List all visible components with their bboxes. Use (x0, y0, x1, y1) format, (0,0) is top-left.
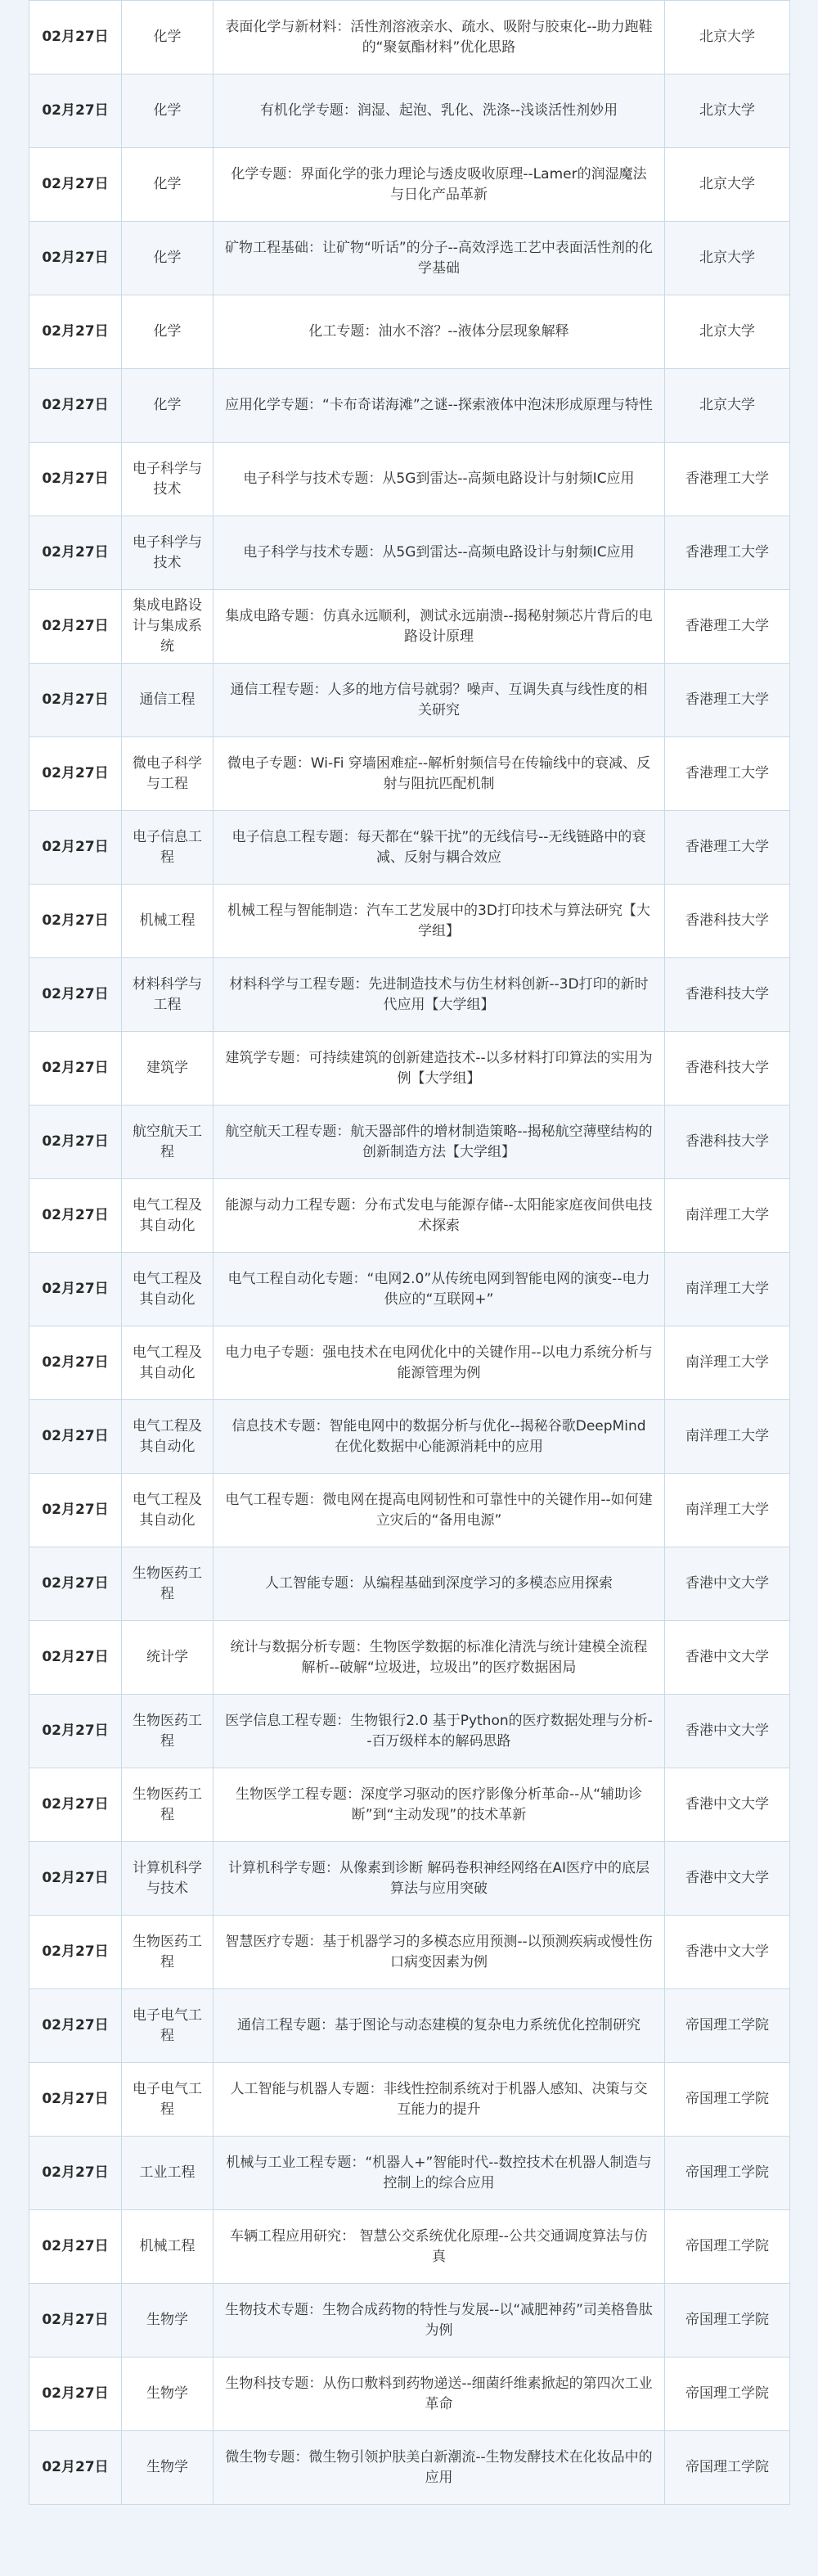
subject-cell: 建筑学 (122, 1032, 213, 1106)
topic-cell: 通信工程专题：基于图论与动态建模的复杂电力系统优化控制研究 (213, 1989, 665, 2063)
university-cell: 香港中文大学 (665, 1768, 790, 1842)
topic-cell: 生物科技专题：从伤口敷料到药物递送--细菌纤维素掀起的第四次工业革命 (213, 2358, 665, 2431)
topic-cell: 电子信息工程专题：每天都在“躲干扰”的无线信号--无线链路中的衰减、反射与耦合效应 (213, 811, 665, 885)
topic-cell: 生物技术专题：生物合成药物的特性与发展--以“减肥神药”司美格鲁肽为例 (213, 2284, 665, 2358)
table-row (29, 1916, 790, 1989)
table-row (29, 2063, 790, 2137)
topic-cell: 信息技术专题：智能电网中的数据分析与优化--揭秘谷歌DeepMind在优化数据中心能源消耗中的应用 (213, 1400, 665, 1474)
topic-cell: 航空航天工程专题：航天器部件的增材制造策略--揭秘航空薄壁结构的创新制造方法【大学组】 (213, 1106, 665, 1179)
table-row (29, 295, 790, 369)
university-cell: 北京大学 (665, 295, 790, 369)
course-table-container (29, 0, 789, 2505)
topic-cell: 人工智能与机器人专题：非线性控制系统对于机器人感知、决策与交互能力的提升 (213, 2063, 665, 2137)
date-cell: 02月27日 (29, 1989, 122, 2063)
university-cell: 香港理工大学 (665, 516, 790, 590)
table-row (29, 1695, 790, 1768)
table-row (29, 1547, 790, 1621)
subject-cell: 通信工程 (122, 664, 213, 737)
subject-cell: 电气工程及其自动化 (122, 1179, 213, 1253)
topic-cell: 能源与动力工程专题：分布式发电与能源存储--太阳能家庭夜间供电技术探索 (213, 1179, 665, 1253)
date-cell: 02月27日 (29, 2210, 122, 2284)
date-cell: 02月27日 (29, 2431, 122, 2505)
university-cell: 香港科技大学 (665, 1032, 790, 1106)
topic-cell: 集成电路专题：仿真永远顺利，测试永远崩溃--揭秘射频芯片背后的电路设计原理 (213, 590, 665, 664)
topic-cell: 医学信息工程专题：生物银行2.0 基于Python的医疗数据处理与分析--百万级样本的解码思路 (213, 1695, 665, 1768)
subject-cell: 化学 (122, 222, 213, 295)
topic-cell: 矿物工程基础：让矿物“听话”的分子--高效浮选工艺中表面活性剂的化学基础 (213, 222, 665, 295)
date-cell: 02月27日 (29, 664, 122, 737)
topic-cell: 车辆工程应用研究： 智慧公交系统优化原理--公共交通调度算法与仿真 (213, 2210, 665, 2284)
table-row (29, 443, 790, 516)
date-cell: 02月27日 (29, 1326, 122, 1400)
date-cell: 02月27日 (29, 1547, 122, 1621)
university-cell: 帝国理工学院 (665, 2210, 790, 2284)
date-cell: 02月27日 (29, 2063, 122, 2137)
topic-cell: 建筑学专题：可持续建筑的创新建造技术--以多材料打印算法的实用为例【大学组】 (213, 1032, 665, 1106)
table-row (29, 1106, 790, 1179)
university-cell: 南洋理工大学 (665, 1179, 790, 1253)
date-cell: 02月27日 (29, 1106, 122, 1179)
date-cell: 02月27日 (29, 1474, 122, 1547)
table-row (29, 811, 790, 885)
university-cell: 香港理工大学 (665, 443, 790, 516)
university-cell: 香港理工大学 (665, 590, 790, 664)
table-row (29, 2137, 790, 2210)
date-cell: 02月27日 (29, 369, 122, 443)
topic-cell: 人工智能专题：从编程基础到深度学习的多模态应用探索 (213, 1547, 665, 1621)
topic-cell: 电子科学与技术专题：从5G到雷达--高频电路设计与射频IC应用 (213, 443, 665, 516)
table-row (29, 1474, 790, 1547)
topic-cell: 化学专题：界面化学的张力理论与透皮吸收原理--Lamer的润湿魔法与日化产品革新 (213, 148, 665, 222)
date-cell: 02月27日 (29, 737, 122, 811)
subject-cell: 电子科学与技术 (122, 516, 213, 590)
date-cell: 02月27日 (29, 1916, 122, 1989)
table-row (29, 1032, 790, 1106)
table-row (29, 2284, 790, 2358)
subject-cell: 电气工程及其自动化 (122, 1253, 213, 1326)
table-body (29, 1, 790, 2505)
date-cell: 02月27日 (29, 1400, 122, 1474)
table-row (29, 1, 790, 74)
topic-cell: 表面化学与新材料：活性剂溶液亲水、疏水、吸附与胶束化--助力跑鞋的“聚氨酯材料”优化思路 (213, 1, 665, 74)
date-cell: 02月27日 (29, 148, 122, 222)
date-cell: 02月27日 (29, 1695, 122, 1768)
table-row (29, 1179, 790, 1253)
subject-cell: 化学 (122, 1, 213, 74)
subject-cell: 生物学 (122, 2431, 213, 2505)
subject-cell: 材料科学与工程 (122, 958, 213, 1032)
date-cell: 02月27日 (29, 2358, 122, 2431)
university-cell: 香港中文大学 (665, 1621, 790, 1695)
table-row (29, 1400, 790, 1474)
university-cell: 南洋理工大学 (665, 1253, 790, 1326)
table-row (29, 590, 790, 664)
date-cell: 02月27日 (29, 2137, 122, 2210)
university-cell: 香港理工大学 (665, 737, 790, 811)
subject-cell: 电气工程及其自动化 (122, 1326, 213, 1400)
subject-cell: 化学 (122, 74, 213, 148)
university-cell: 香港中文大学 (665, 1842, 790, 1916)
table-row (29, 664, 790, 737)
subject-cell: 航空航天工程 (122, 1106, 213, 1179)
topic-cell: 机械与工业工程专题：“机器人+”智能时代--数控技术在机器人制造与控制上的综合应用 (213, 2137, 665, 2210)
table-row (29, 1989, 790, 2063)
university-cell: 南洋理工大学 (665, 1326, 790, 1400)
table-row (29, 885, 790, 958)
date-cell: 02月27日 (29, 958, 122, 1032)
university-cell: 帝国理工学院 (665, 2431, 790, 2505)
date-cell: 02月27日 (29, 1253, 122, 1326)
course-schedule-table (29, 0, 790, 2505)
topic-cell: 电力电子专题：强电技术在电网优化中的关键作用--以电力系统分析与能源管理为例 (213, 1326, 665, 1400)
topic-cell: 材料科学与工程专题：先进制造技术与仿生材料创新--3D打印的新时代应用【大学组】 (213, 958, 665, 1032)
subject-cell: 化学 (122, 295, 213, 369)
university-cell: 香港中文大学 (665, 1916, 790, 1989)
university-cell: 南洋理工大学 (665, 1474, 790, 1547)
topic-cell: 生物医学工程专题：深度学习驱动的医疗影像分析革命--从“辅助诊断”到“主动发现”的技术革新 (213, 1768, 665, 1842)
date-cell: 02月27日 (29, 885, 122, 958)
university-cell: 北京大学 (665, 1, 790, 74)
date-cell: 02月27日 (29, 295, 122, 369)
topic-cell: 电子科学与技术专题：从5G到雷达--高频电路设计与射频IC应用 (213, 516, 665, 590)
topic-cell: 化工专题：油水不溶？--液体分层现象解释 (213, 295, 665, 369)
university-cell: 北京大学 (665, 222, 790, 295)
subject-cell: 生物医药工程 (122, 1695, 213, 1768)
subject-cell: 生物学 (122, 2284, 213, 2358)
subject-cell: 生物医药工程 (122, 1768, 213, 1842)
university-cell: 香港科技大学 (665, 1106, 790, 1179)
topic-cell: 微电子专题：Wi-Fi 穿墙困难症--解析射频信号在传输线中的衰减、反射与阻抗匹配机制 (213, 737, 665, 811)
table-row (29, 1768, 790, 1842)
table-row (29, 1621, 790, 1695)
table-row (29, 737, 790, 811)
topic-cell: 有机化学专题：润湿、起泡、乳化、洗涤--浅谈活性剂妙用 (213, 74, 665, 148)
university-cell: 香港科技大学 (665, 885, 790, 958)
topic-cell: 统计与数据分析专题：生物医学数据的标准化清洗与统计建模全流程解析--破解“垃圾进，垃圾出”的医疗数据困局 (213, 1621, 665, 1695)
date-cell: 02月27日 (29, 590, 122, 664)
date-cell: 02月27日 (29, 2284, 122, 2358)
university-cell: 北京大学 (665, 74, 790, 148)
table-row (29, 1326, 790, 1400)
subject-cell: 电子信息工程 (122, 811, 213, 885)
topic-cell: 微生物专题：微生物引领护肤美白新潮流--生物发酵技术在化妆品中的应用 (213, 2431, 665, 2505)
university-cell: 北京大学 (665, 369, 790, 443)
table-row (29, 369, 790, 443)
subject-cell: 生物医药工程 (122, 1547, 213, 1621)
topic-cell: 通信工程专题：人多的地方信号就弱？噪声、互调失真与线性度的相关研究 (213, 664, 665, 737)
university-cell: 香港理工大学 (665, 664, 790, 737)
subject-cell: 集成电路设计与集成系统 (122, 590, 213, 664)
table-row (29, 148, 790, 222)
table-row (29, 2210, 790, 2284)
university-cell: 帝国理工学院 (665, 2358, 790, 2431)
subject-cell: 生物学 (122, 2358, 213, 2431)
university-cell: 帝国理工学院 (665, 2284, 790, 2358)
topic-cell: 机械工程与智能制造：汽车工艺发展中的3D打印技术与算法研究【大学组】 (213, 885, 665, 958)
table-row (29, 222, 790, 295)
topic-cell: 应用化学专题：“卡布奇诺海滩”之谜--探索液体中泡沫形成原理与特性 (213, 369, 665, 443)
date-cell: 02月27日 (29, 1179, 122, 1253)
subject-cell: 化学 (122, 148, 213, 222)
subject-cell: 电子电气工程 (122, 1989, 213, 2063)
subject-cell: 电子电气工程 (122, 2063, 213, 2137)
topic-cell: 计算机科学专题：从像素到诊断 解码卷积神经网络在AI医疗中的底层算法与应用突破 (213, 1842, 665, 1916)
university-cell: 香港中文大学 (665, 1695, 790, 1768)
subject-cell: 电气工程及其自动化 (122, 1474, 213, 1547)
university-cell: 香港理工大学 (665, 811, 790, 885)
university-cell: 帝国理工学院 (665, 2137, 790, 2210)
university-cell: 北京大学 (665, 148, 790, 222)
university-cell: 帝国理工学院 (665, 1989, 790, 2063)
table-row (29, 516, 790, 590)
university-cell: 南洋理工大学 (665, 1400, 790, 1474)
date-cell: 02月27日 (29, 1, 122, 74)
subject-cell: 计算机科学与技术 (122, 1842, 213, 1916)
table-row (29, 74, 790, 148)
topic-cell: 电气工程自动化专题：“电网2.0”从传统电网到智能电网的演变--电力供应的“互联网+” (213, 1253, 665, 1326)
university-cell: 香港中文大学 (665, 1547, 790, 1621)
table-row (29, 2431, 790, 2505)
date-cell: 02月27日 (29, 74, 122, 148)
date-cell: 02月27日 (29, 811, 122, 885)
date-cell: 02月27日 (29, 1032, 122, 1106)
table-row (29, 2358, 790, 2431)
date-cell: 02月27日 (29, 222, 122, 295)
date-cell: 02月27日 (29, 1621, 122, 1695)
topic-cell: 电气工程专题：微电网在提高电网韧性和可靠性中的关键作用--如何建立灾后的“备用电源” (213, 1474, 665, 1547)
subject-cell: 工业工程 (122, 2137, 213, 2210)
table-row (29, 1842, 790, 1916)
subject-cell: 化学 (122, 369, 213, 443)
table-row (29, 1253, 790, 1326)
date-cell: 02月27日 (29, 1842, 122, 1916)
date-cell: 02月27日 (29, 516, 122, 590)
date-cell: 02月27日 (29, 1768, 122, 1842)
subject-cell: 机械工程 (122, 885, 213, 958)
table-row (29, 958, 790, 1032)
subject-cell: 微电子科学与工程 (122, 737, 213, 811)
date-cell: 02月27日 (29, 443, 122, 516)
subject-cell: 机械工程 (122, 2210, 213, 2284)
subject-cell: 统计学 (122, 1621, 213, 1695)
university-cell: 帝国理工学院 (665, 2063, 790, 2137)
subject-cell: 电子科学与技术 (122, 443, 213, 516)
subject-cell: 生物医药工程 (122, 1916, 213, 1989)
subject-cell: 电气工程及其自动化 (122, 1400, 213, 1474)
university-cell: 香港科技大学 (665, 958, 790, 1032)
topic-cell: 智慧医疗专题：基于机器学习的多模态应用预测--以预测疾病或慢性伤口病变因素为例 (213, 1916, 665, 1989)
